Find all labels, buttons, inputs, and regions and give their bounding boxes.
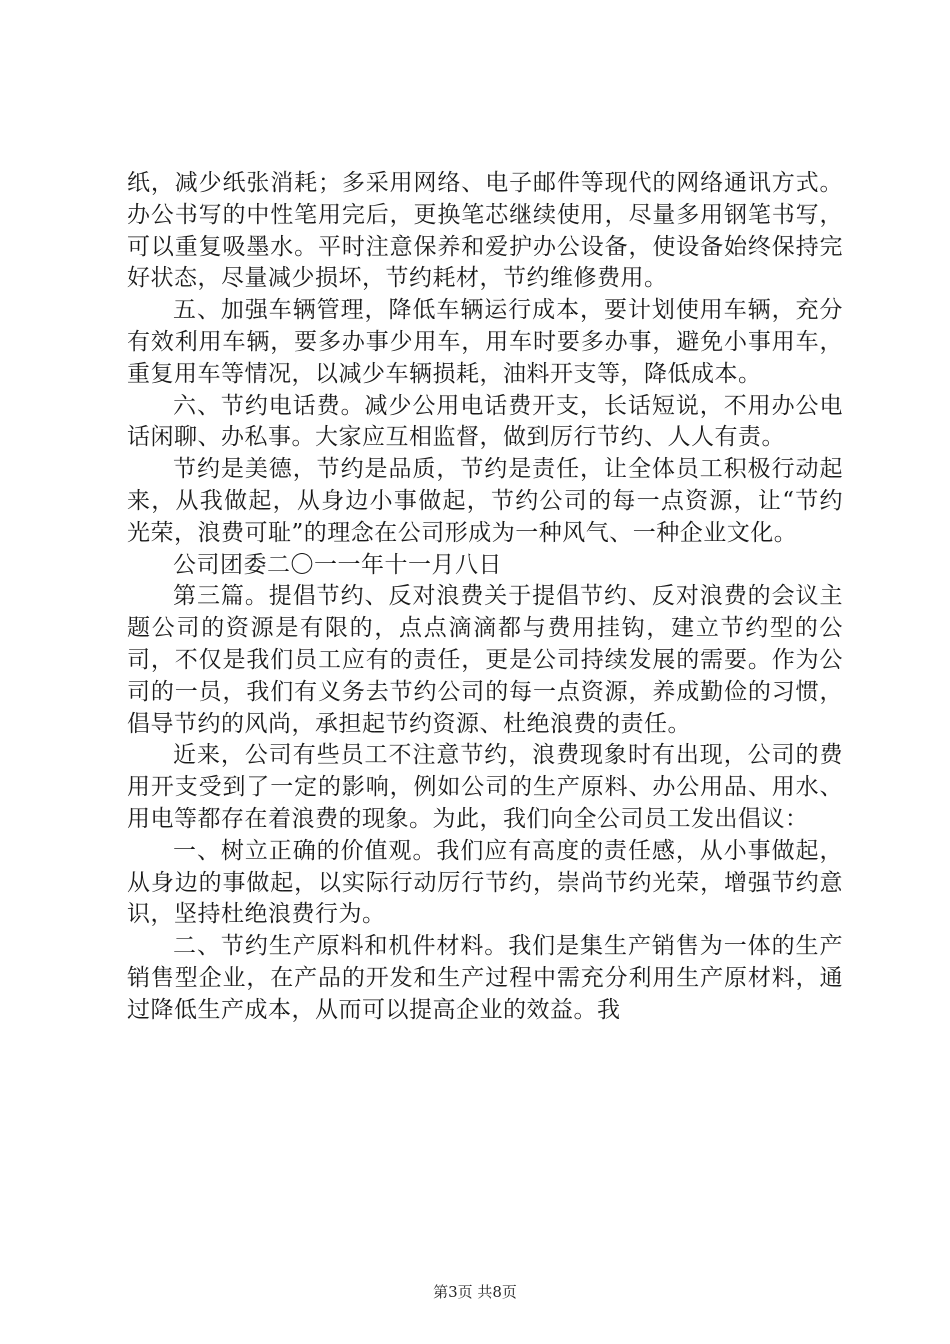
page-footer: 第3页 共8页 xyxy=(433,1283,517,1301)
paragraph: 一、树立正确的价值观。我们应有高度的责任感，从小事做起，从身边的事做起，以实际行动厉行节约，崇尚节约光荣，增强节约意识，坚持杜绝浪费行为。 xyxy=(127,837,843,928)
paragraph: 第三篇。提倡节约、反对浪费关于提倡节约、反对浪费的会议主题公司的资源是有限的，点点滴滴都与费用挂钩，建立节约型的公司，不仅是我们员工应有的责任，更是公司持续发展的需要。作为公司的一员，我们有义务去节约公司的每一点资源，养成勤俭的习惯，倡导节约的风尚，承担起节约资源、杜绝浪费的责任。 xyxy=(127,583,843,737)
paragraph: 节约是美德，节约是品质，节约是责任，让全体员工积极行动起来，从我做起，从身边小事做起，节约公司的每一点资源，让“节约光荣，浪费可耻”的理念在公司形成为一种风气、一种企业文化。 xyxy=(127,456,843,546)
paragraph: 五、加强车辆管理，降低车辆运行成本，要计划使用车辆，充分有效利用车辆，要多办事少用车，用车时要多办事，避免小事用车，重复用车等情况，以减少车辆损耗，油料开支等，降低成本。 xyxy=(127,297,843,387)
paragraph: 纸，减少纸张消耗；多采用网络、电子邮件等现代的网络通讯方式。办公书写的中性笔用完后，更换笔芯继续使用，尽量多用钢笔书写，可以重复吸墨水。平时注意保养和爱护办公设备，使设备始终保持完好状态，尽量减少损坏，节约耗材，节约维修费用。 xyxy=(127,170,843,292)
signature-line: 公司团委二〇一一年十一月八日 xyxy=(173,551,502,578)
document-body xyxy=(127,168,843,1027)
paragraph: 近来，公司有些员工不注意节约，浪费现象时有出现，公司的费用开支受到了一定的影响，例如公司的生产原料、办公用品、用水、用电等都存在着浪费的现象。为此，我们向全公司员工发出倡议： xyxy=(127,742,843,832)
paragraph: 二、节约生产原料和机件材料。我们是集生产销售为一体的生产销售型企业，在产品的开发和生产过程中需充分利用生产原材料，通过降低生产成本，从而可以提高企业的效益。我 xyxy=(127,933,843,1023)
paragraph: 六、节约电话费。减少公用电话费开支，长话短说，不用办公电话闲聊、办私事。大家应互相监督，做到厉行节约、人人有责。 xyxy=(127,392,843,451)
